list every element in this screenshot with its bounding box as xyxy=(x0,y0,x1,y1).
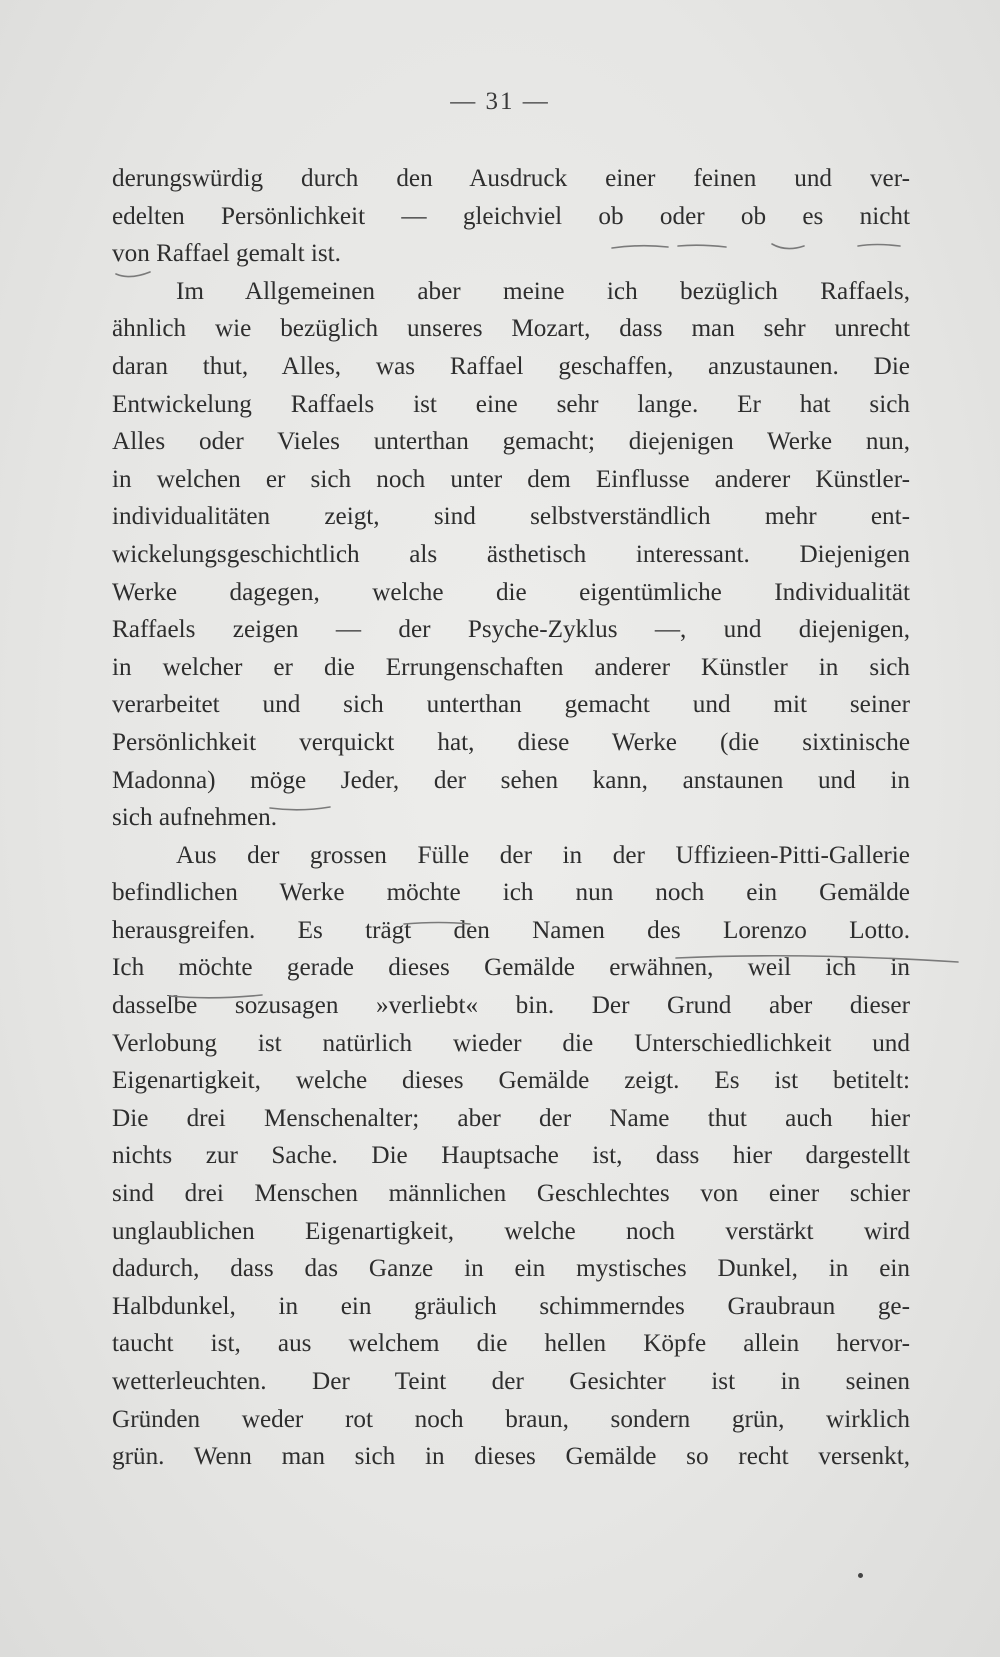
text-line: Eigenartigkeit, welche dieses Gemälde zeigt. Es ist betitelt: xyxy=(112,1067,910,1095)
text-line: wickelungsgeschichtlich als ästhetisch interessant. Diejenigen xyxy=(112,540,910,568)
text-line: ähnlich wie bezüglich unseres Mozart, dass man sehr unrecht xyxy=(112,315,910,343)
text-line: dasselbe sozusagen »verliebt« bin. Der Grund aber dieser xyxy=(112,992,910,1020)
text-line: verarbeitet und sich unterthan gemacht und mit seiner xyxy=(112,691,910,719)
text-line: edelten Persönlichkeit — gleichviel ob oder ob es nicht xyxy=(112,202,910,230)
text-line: unglaublichen Eigenartigkeit, welche noch verstärkt wird xyxy=(112,1217,910,1245)
text-line: sind drei Menschen männlichen Geschlechtes von einer schier xyxy=(112,1180,910,1208)
text-line: in welcher er die Errungenschaften anderer Künstler in sich xyxy=(112,653,910,681)
text-line: Halbdunkel, in ein gräulich schimmerndes Graubraun ge- xyxy=(112,1292,910,1320)
text-line: dadurch, dass das Ganze in ein mystisches Dunkel, in ein xyxy=(112,1255,910,1283)
text-line: grün. Wenn man sich in dieses Gemälde so recht versenkt, xyxy=(112,1443,910,1471)
ink-speck xyxy=(858,1573,863,1578)
text-line: taucht ist, aus welchem die hellen Köpfe allein hervor- xyxy=(112,1330,910,1358)
text-line: daran thut, Alles, was Raffael geschaffen, anzustaunen. Die xyxy=(112,352,910,380)
text-line: in welchen er sich noch unter dem Einflusse anderer Künstler- xyxy=(112,465,910,493)
text-line: Die drei Menschenalter; aber der Name thut auch hier xyxy=(112,1104,910,1132)
text-line: individualitäten zeigt, sind selbstverständlich mehr ent- xyxy=(112,503,910,531)
text-line: sich aufnehmen. xyxy=(112,804,278,832)
text-line: Persönlichkeit verquickt hat, diese Werke (die sixtinische xyxy=(112,728,910,756)
text-line: Gründen weder rot noch braun, sondern grün, wirklich xyxy=(112,1405,910,1433)
text-line: Ich möchte gerade dieses Gemälde erwähnen, weil ich in xyxy=(112,954,910,982)
text-line: Verlobung ist natürlich wieder die Unterschiedlichkeit und xyxy=(112,1029,910,1057)
text-line: Alles oder Vieles unterthan gemacht; diejenigen Werke nun, xyxy=(112,428,910,456)
text-line: Madonna) möge Jeder, der sehen kann, anstaunen und in xyxy=(112,766,910,794)
text-line: nichts zur Sache. Die Hauptsache ist, dass hier dargestellt xyxy=(112,1142,910,1170)
text-line: Werke dagegen, welche die eigentümliche Individualität xyxy=(112,578,910,606)
text-line: wetterleuchten. Der Teint der Gesichter ist in seinen xyxy=(112,1368,910,1395)
text-line: befindlichen Werke möchte ich nun noch ein Gemälde xyxy=(112,879,910,907)
text-line: herausgreifen. Es trägt den Namen des Lorenzo Lotto. xyxy=(112,916,910,944)
page-number: — 31 — xyxy=(450,88,550,115)
text-line: Raffaels zeigen — der Psyche-Zyklus —, und diejenigen, xyxy=(112,616,910,644)
text-line: Entwickelung Raffaels ist eine sehr lange. Er hat sich xyxy=(112,390,910,418)
text-line: von Raffael gemalt ist. xyxy=(112,240,341,268)
body-text xyxy=(112,160,910,1476)
text-line: derungswürdig durch den Ausdruck einer feinen und ver- xyxy=(112,165,910,192)
text-line: Im Allgemeinen aber meine ich bezüglich Raffaels, xyxy=(176,277,910,305)
text-line: Aus der grossen Fülle der in der Uffizieen-Pitti-Gallerie xyxy=(176,841,910,869)
